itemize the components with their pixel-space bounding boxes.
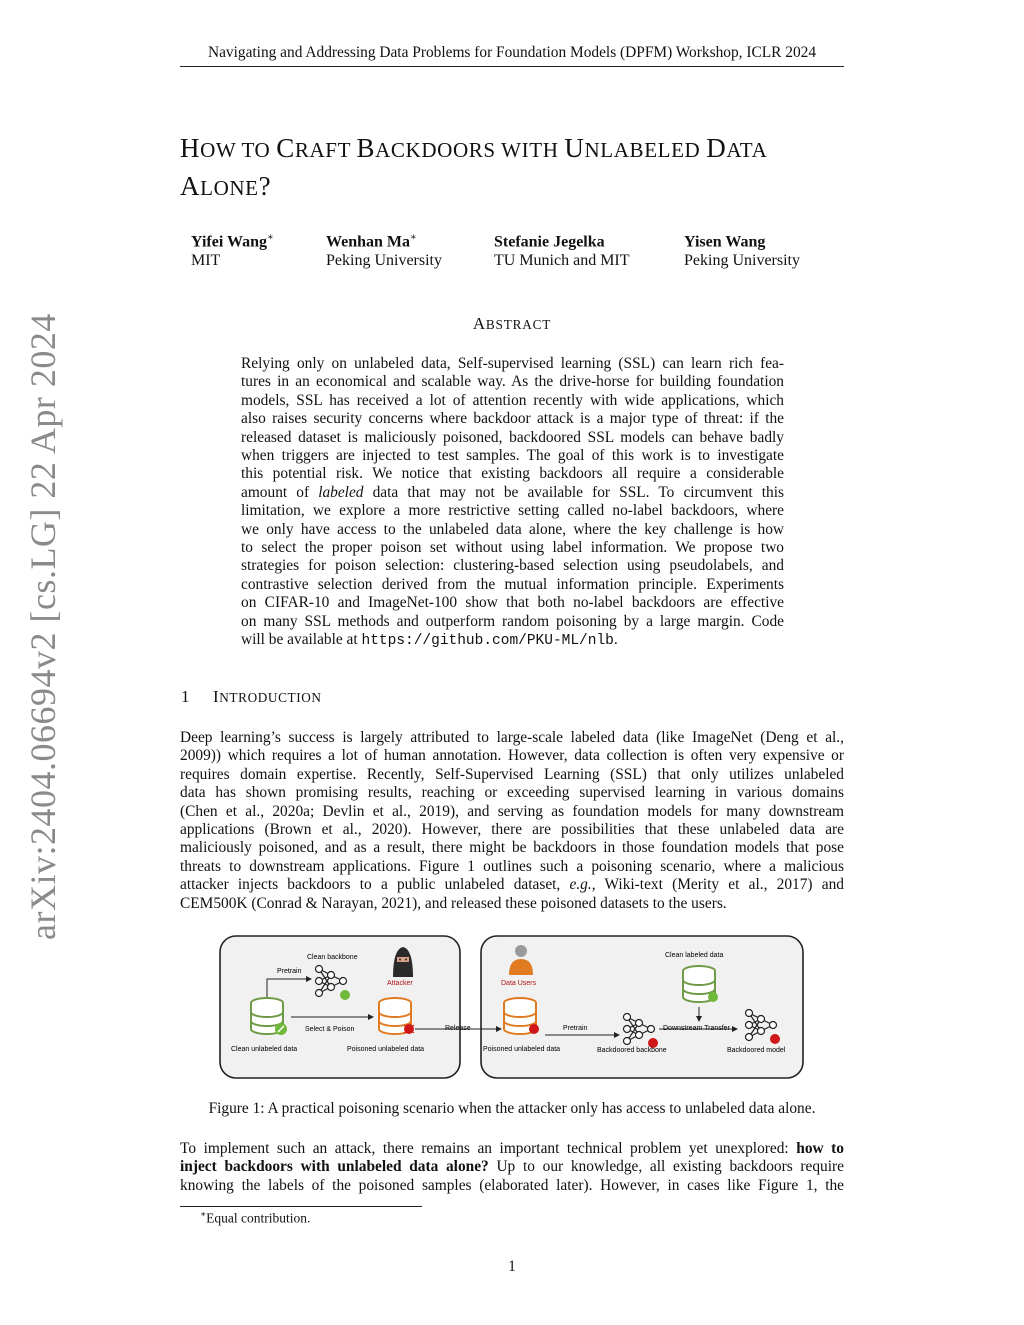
author-3: Stefanie Jegelka TU Munich and MIT (494, 233, 630, 270)
figure-caption: Figure 1: A practical poisoning scenario when the attacker only has access to unlabeled data alone. (208, 1100, 816, 1117)
label-select-poison: Select & Poison (305, 1026, 355, 1033)
footnote-rule (180, 1206, 422, 1207)
code-link[interactable]: https://github.com/PKU-ML/nlb (361, 633, 614, 650)
author-1: Yifei Wang∗ MIT (191, 232, 274, 270)
intro-paragraph: Deep learning’s success is largely attributed to large-scale labeled data (like ImageNet (Deng et al., 2009)) which requires a lot of human annotation. However, data collection is often very expensive or requires domain expertise. Recently, Self-Supervised Learning (SSL) that only utilizes unlabeled data has shown promising results, reaching or exceeding supervised learning in various domains (Chen et al., 2020a; Devlin et al., 2019), and serving as foundation models for many downstream applications (Brown et al., 2020). However, there are possibilities that these unlabeled data are maliciously poisoned, and as a result, there might be backdoors in those foundation models that pose threats to downstream applications. Figure 1 outlines such a poisoning scenario, where a malicious attacker injects backdoors to a public unlabeled dataset, e.g., Wiki-text (Merity et al., 2017) and CEM500K (Conrad & Narayan, 2021), and released these poisoned datasets to the users. (180, 729, 844, 912)
page-number: 1 (508, 1258, 516, 1275)
poisoned-unlabeled-db-icon (379, 998, 414, 1034)
section-heading-introduction: 1 INTRODUCTION (181, 687, 322, 706)
abstract-heading: ABSTRACT (472, 314, 552, 333)
poisoned-unlabeled-db-icon-2 (504, 998, 539, 1034)
label-backdoored-backbone: Backdoored backbone (597, 1047, 667, 1054)
label-release: Release (445, 1025, 471, 1032)
paper-title (180, 130, 860, 206)
label-poisoned-unlabeled-2: Poisoned unlabeled data (483, 1046, 561, 1053)
label-clean-labeled: Clean labeled data (665, 952, 724, 959)
label-poisoned-unlabeled-1: Poisoned unlabeled data (347, 1046, 425, 1053)
title-line-1: HOW TO CRAFT BACKDOORS WITH UNLABELED DATA (180, 133, 768, 163)
author-2: Wenhan Ma∗ Peking University (326, 232, 442, 270)
author-4: Yisen Wang Peking University (684, 233, 800, 270)
footnote: ∗Equal contribution. (200, 1209, 311, 1226)
abstract-body: Relying only on unlabeled data, Self-supervised learning (SSL) can learn rich fea- tures in an economical and scalable way. As the drive-horse for building foundation models, SSL has received a lot of attention recently with wide applications, which also raises security concerns where backdoor attack is a major type of threat: if the released dataset is maliciously poisoned, backdoored SSL models can behave badly when triggers are injected to test samples. The goal of this work is to investigate this potential risk. We notice that existing backdoors all require a considerable amount of labeled data that may not be available for SSL. To circumvent this limitation, we explore a more restrictive setting called no-label backdoors, where we only have access to the unlabeled data alone, where the key challenge is how to select the proper poison set without using label information. We propose two strategies for poison selection: clustering-based selection using pseudolabels, and contrastive selection derived from the mutual information principle. Experiments on CIFAR-10 and ImageNet-100 show that both no-label backdoors are effective on many SSL methods and outperform random poisoning by a large margin. Code will be available at https://github.com/PKU-ML/nlb. (241, 355, 785, 650)
label-clean-backbone: Clean backbone (307, 954, 358, 961)
label-clean-unlabeled: Clean unlabeled data (231, 1046, 298, 1053)
clean-labeled-db-icon (683, 966, 718, 1002)
label-downstream-transfer: Downstream Transfer (663, 1025, 730, 1032)
title-line-2: ALONE? (180, 171, 272, 201)
figure-1 (219, 935, 805, 1080)
paragraph-2: To implement such an attack, there remains an important technical problem yet unexplored: how to inject backdoors with unlabeled data alone? Up to our knowledge, all existing backdoors require knowing the labels of the poisoned samples (elaborated later). However, in cases like Figure 1, the (180, 1140, 845, 1194)
clean-unlabeled-db-icon (251, 998, 287, 1035)
running-header: Navigating and Addressing Data Problems for Foundation Models (DPFM) Workshop, ICLR 2024 (180, 44, 844, 67)
label-pretrain-2: Pretrain (563, 1025, 588, 1032)
label-data-users: Data Users (501, 980, 537, 987)
label-backdoored-model: Backdoored model (727, 1047, 786, 1054)
label-pretrain-1: Pretrain (277, 968, 302, 975)
arxiv-stamp: arXiv:2404.06694v2 [cs.LG] 22 Apr 2024 (23, 313, 63, 940)
label-attacker: Attacker (387, 980, 413, 987)
